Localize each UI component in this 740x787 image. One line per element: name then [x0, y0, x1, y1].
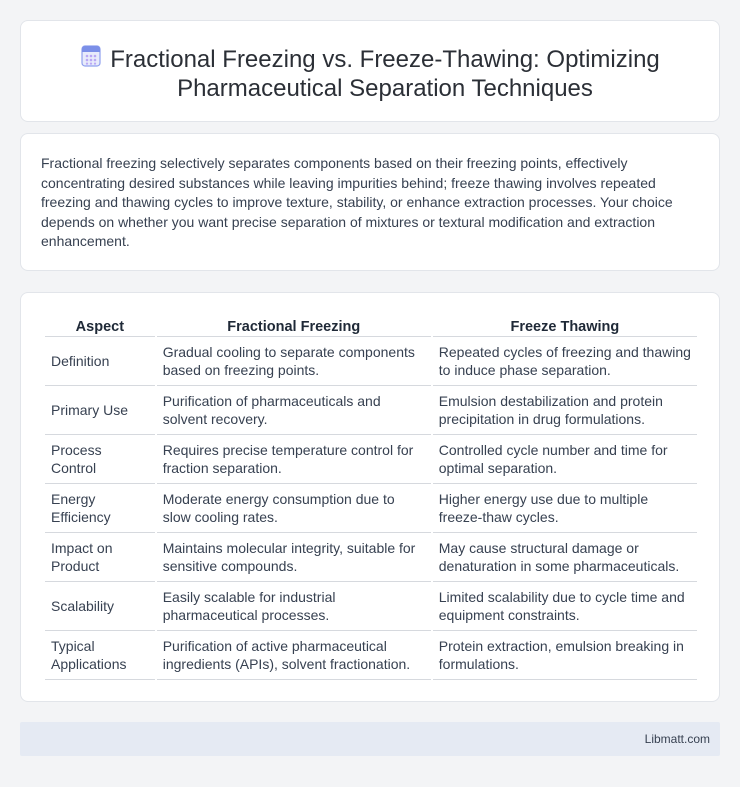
- row-freeze-thawing: Higher energy use due to multiple freeze-thaw cycles.: [433, 484, 697, 533]
- row-fractional-freezing: Purification of pharmaceuticals and solvent recovery.: [157, 386, 431, 435]
- row-freeze-thawing: Emulsion destabilization and protein precipitation in drug formulations.: [433, 386, 697, 435]
- row-freeze-thawing: Protein extraction, emulsion breaking in formulations.: [433, 631, 697, 680]
- row-fractional-freezing: Easily scalable for industrial pharmaceutical processes.: [157, 582, 431, 631]
- row-fractional-freezing: Maintains molecular integrity, suitable for sensitive compounds.: [157, 533, 431, 582]
- intro-paragraph: Fractional freezing selectively separates components based on their freezing points, effectively concentrating desired substances while leaving impurities behind; freeze thawing involves repeated freezing and thawing cycles to improve texture, stability, or enhance extraction processes. Your choice depends on whether you want precise separation of mixtures or textural modification and extraction enhancement.: [41, 155, 673, 250]
- row-freeze-thawing: May cause structural damage or denaturation in some pharmaceuticals.: [433, 533, 697, 582]
- table-row: [45, 435, 697, 484]
- row-fractional-freezing: Purification of active pharmaceutical ingredients (APIs), solvent fractionation.: [157, 631, 431, 680]
- row-aspect: Process Control: [45, 435, 155, 484]
- row-aspect: Scalability: [45, 582, 155, 631]
- row-aspect: Primary Use: [45, 386, 155, 435]
- table-row: [45, 582, 697, 631]
- row-aspect: Impact on Product: [45, 533, 155, 582]
- comparison-card: [20, 292, 720, 702]
- row-freeze-thawing: Limited scalability due to cycle time and equipment constraints.: [433, 582, 697, 631]
- page-title: Fractional Freezing vs. Freeze-Thawing: Optimizing Pharmaceutical Separation Techniques: [110, 46, 660, 102]
- table-row: [45, 533, 697, 582]
- row-fractional-freezing: Gradual cooling to separate components based on freezing points.: [157, 337, 431, 386]
- footer-brand-link[interactable]: Libmatt.com: [644, 732, 710, 746]
- row-aspect: Energy Efficiency: [45, 484, 155, 533]
- intro-card: [20, 133, 720, 271]
- row-freeze-thawing: Repeated cycles of freezing and thawing to induce phase separation.: [433, 337, 697, 386]
- row-freeze-thawing: Controlled cycle number and time for optimal separation.: [433, 435, 697, 484]
- table-row: [45, 386, 697, 435]
- table-header-row: [45, 315, 697, 337]
- footer: [20, 722, 720, 756]
- table-row: [45, 337, 697, 386]
- row-fractional-freezing: Requires precise temperature control for fraction separation.: [157, 435, 431, 484]
- row-fractional-freezing: Moderate energy consumption due to slow cooling rates.: [157, 484, 431, 533]
- row-aspect: Definition: [45, 337, 155, 386]
- table-row: [45, 631, 697, 680]
- header-fractional-freezing: Fractional Freezing: [157, 315, 431, 337]
- header-aspect: Aspect: [45, 315, 155, 337]
- row-aspect: Typical Applications: [45, 631, 155, 680]
- table-row: [45, 484, 697, 533]
- title-card: [20, 20, 720, 122]
- header-freeze-thawing: Freeze Thawing: [433, 315, 697, 337]
- comparison-table: [43, 315, 699, 680]
